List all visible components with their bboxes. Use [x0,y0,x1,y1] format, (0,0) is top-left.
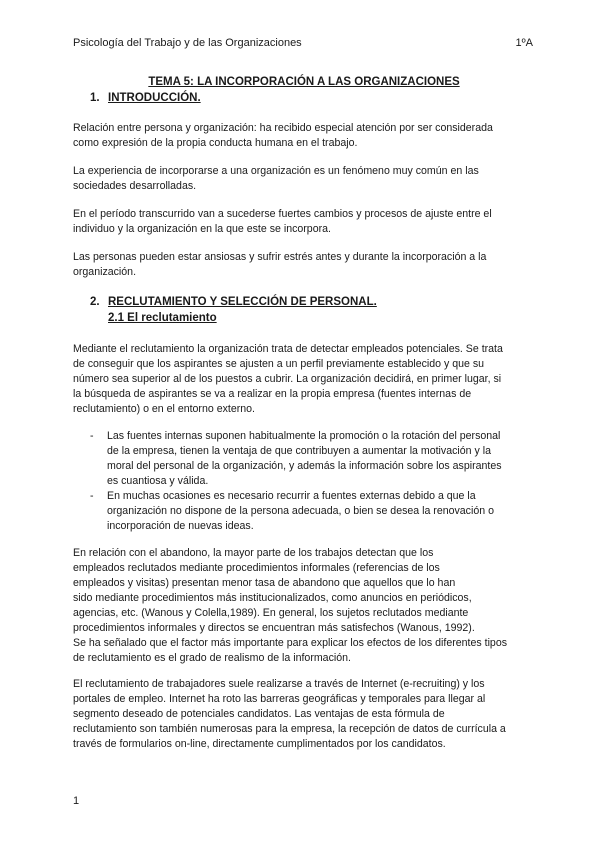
text-line: portales de empleo. Internet ha roto las barreras geográficas y temporales para llegar al [73,693,486,705]
text-line: Relación entre persona y organización: ha recibido especial atención por ser considerada [73,122,493,134]
text-line: La experiencia de incorporarse a una organización es un fenómeno muy común en las [73,165,479,177]
text-line: segmento deseado de potenciales candidatos. Las ventajas de esta fórmula de [73,708,445,720]
header-subject: Psicología del Trabajo y de las Organizaciones [73,37,302,49]
text-line: reclutamiento) o en el entorno externo. [73,403,255,415]
text-line: de conseguir que los aspirantes se ajusten a un perfil previamente establecido y que su [73,358,485,370]
document-title: TEMA 5: LA INCORPORACIÓN A LAS ORGANIZACIONES [148,76,460,88]
page-header [73,36,533,51]
text-line: empleados y visitas) presentan menor tasa de abandono que aquellos que lo han [73,577,456,589]
section-2-title: RECLUTAMIENTO Y SELECCIÓN DE PERSONAL. [108,296,377,308]
bullet-dash: - [90,430,94,442]
text-line: El reclutamiento de trabajadores suele realizarse a través de Internet (e-recruiting) y los [73,678,485,690]
text-line: En el período transcurrido van a sucederse fuertes cambios y procesos de ajuste entre el [73,208,492,220]
text-line: Mediante el reclutamiento la organización trata de detectar empleados potenciales. Se trata [73,343,503,355]
text-line: En muchas ocasiones es necesario recurrir a fuentes externas debido a que la [107,490,476,502]
internet-paragraph [73,677,533,752]
list-item [90,489,530,534]
text-line: la búsqueda de aspirantes se va a realizar en la propia empresa (fuentes internas de [73,388,472,400]
text-line: procedimientos informales y directos se encuentran más satisfechos (Wanous, 1992). [73,622,475,634]
text-line: Las fuentes internas suponen habitualmente la promoción o la rotación del personal [107,430,501,442]
intro-paragraph-1 [73,121,533,151]
intro-paragraph-4 [73,250,533,280]
section-2-number: 2. [90,296,100,308]
section-1-heading [90,91,201,106]
intro-paragraph-3 [73,207,533,237]
sources-list [90,429,530,534]
text-line: individuo y la organización en la que este se incorpora. [73,223,331,235]
list-item [90,429,530,489]
text-line: sido mediante procedimientos más institucionalizados, como anuncios en periódicos, [73,592,472,604]
text-line: empleados reclutados mediante procedimientos informales (referencias de los [73,562,440,574]
recruitment-paragraph [73,342,533,417]
text-line: través de formularios on-line, directamente cumplimentados por los candidatos. [73,738,446,750]
text-line: Se ha señalado que el factor más importante para explicar los efectos de los diferentes tipos [73,637,508,649]
text-line: En relación con el abandono, la mayor parte de los trabajos detectan que los [73,547,434,559]
section-1-title: INTRODUCCIÓN. [108,92,201,104]
text-line: como expresión de la propia conducta humana en el trabajo. [73,137,358,149]
text-line: incorporación de nuevas ideas. [107,520,254,532]
header-course: 1ºA [515,37,533,49]
text-line: reclutamiento son también numerosas para la empresa, la recepción de datos de currícula a [73,723,506,735]
section-2-heading [90,295,377,310]
subsection-2-1-heading: 2.1 El reclutamiento [108,312,217,324]
text-line: organización. [73,266,137,278]
text-line: moral del personal de la organización, y además la información sobre los aspirantes [107,460,502,472]
text-line: número sea superior al de los puestos a cubrir. La organización decidirá, en primer lugar, si [73,373,502,385]
text-line: Las personas pueden estar ansiosas y sufrir estrés antes y durante la incorporación a la [73,251,487,263]
section-1-number: 1. [90,92,100,104]
text-line: organización no dispone de la persona adecuada, o bien se desea la renovación o [107,505,494,517]
text-line: de la empresa, tienen la ventaja de que contribuyen a aumentar la motivación y la [107,445,491,457]
page-number: 1 [73,795,80,807]
text-line: de reclutamiento es el grado de realismo de la información. [73,652,351,664]
text-line: sociedades desarrolladas. [73,180,197,192]
text-line: agencias, etc. (Wanous y Colella,1989). En general, los sujetos reclutados mediante [73,607,469,619]
intro-paragraph-2 [73,164,533,194]
abandonment-paragraph [73,546,533,666]
text-line: es cuantiosa y válida. [107,475,209,487]
bullet-dash: - [90,490,94,502]
